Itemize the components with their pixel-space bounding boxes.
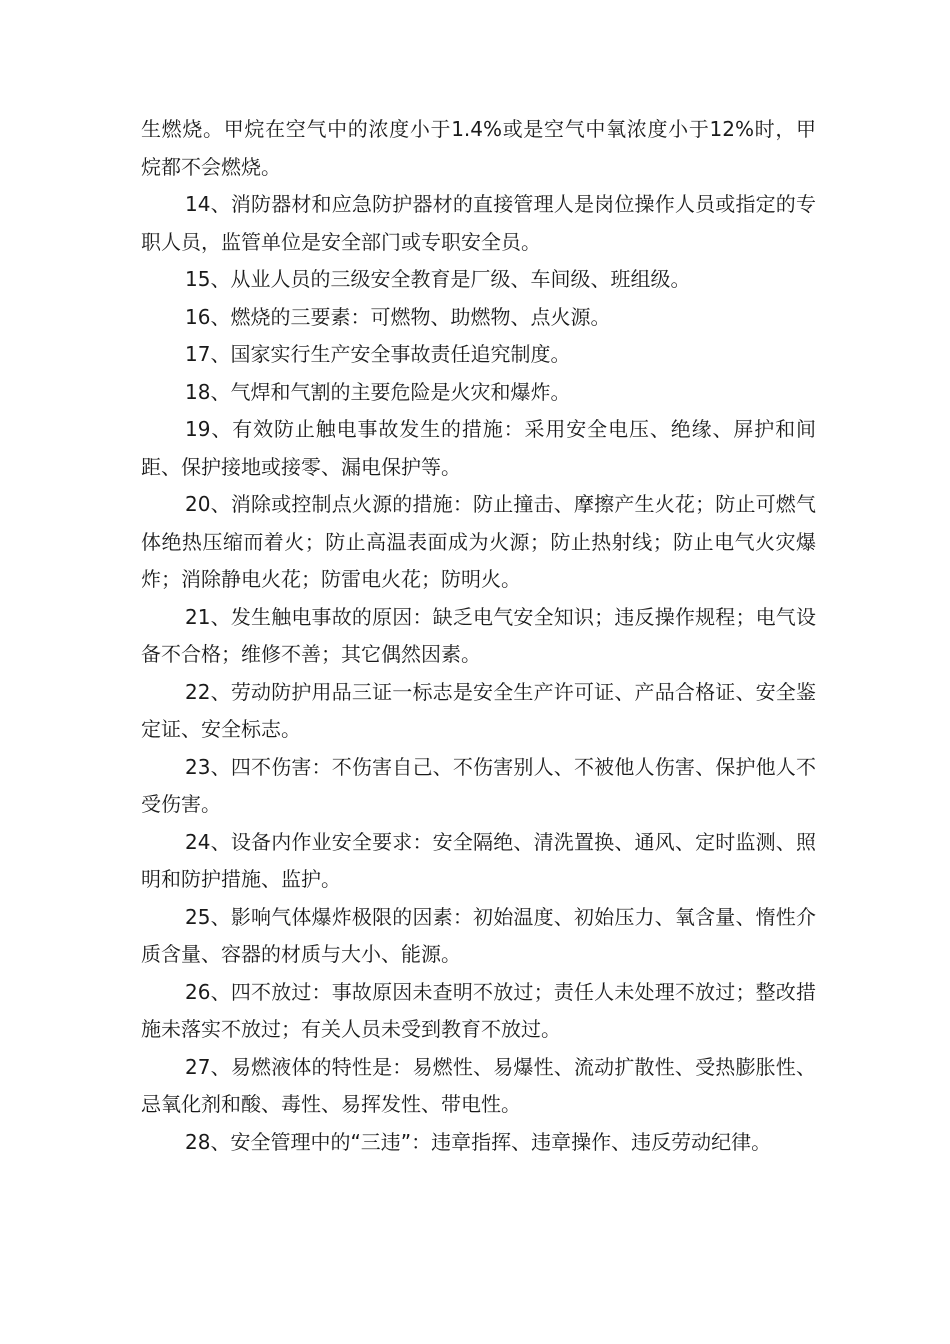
paragraph-item-26: 26、四不放过：事故原因未查明不放过；责任人未处理不放过；整改措施未落实不放过；有关人员未受到教育不放过。	[141, 979, 816, 1041]
paragraph-item-18: 18、气焊和气割的主要危险是火灾和爆炸。	[185, 379, 571, 404]
paragraph-item-20: 20、消除或控制点火源的措施：防止撞击、摩擦产生火花；防止可燃气体绝热压缩而着火；防止高温表面成为火源；防止热射线；防止电气火灾爆炸；消除静电火花；防雷电火花；防明火。	[141, 492, 816, 591]
paragraph-item-23: 23、四不伤害：不伤害自己、不伤害别人、不被他人伤害、保护他人不受伤害。	[141, 754, 816, 816]
paragraph-item-17: 17、国家实行生产安全事故责任追究制度。	[185, 342, 571, 366]
paragraph-item-24: 24、设备内作业安全要求：安全隔绝、清洗置换、通风、定时监测、照明和防护措施、监护。	[141, 829, 816, 891]
paragraph-item-22: 22、劳动防护用品三证一标志是安全生产许可证、产品合格证、安全鉴定证、安全标志。	[141, 679, 816, 741]
document-body	[141, 111, 816, 1161]
paragraph-item-27: 27、易燃液体的特性是：易燃性、易爆性、流动扩散性、受热膨胀性、忌氧化剂和酸、毒性、易挥发性、带电性。	[141, 1054, 816, 1116]
paragraph-item-28: 28、安全管理中的“三违”：违章指挥、违章操作、违反劳动纪律。	[185, 1129, 772, 1154]
paragraph-item-21: 21、发生触电事故的原因：缺乏电气安全知识；违反操作规程；电气设备不合格；维修不善；其它偶然因素。	[141, 604, 816, 666]
paragraph-item-16: 16、燃烧的三要素：可燃物、助燃物、点火源。	[185, 304, 611, 329]
paragraph-item-19: 19、有效防止触电事故发生的措施：采用安全电压、绝缘、屏护和间距、保护接地或接零、漏电保护等。	[141, 417, 816, 479]
paragraph-item-25: 25、影响气体爆炸极限的因素：初始温度、初始压力、氧含量、惰性介质含量、容器的材质与大小、能源。	[141, 904, 816, 966]
paragraph-item-14: 14、消防器材和应急防护器材的直接管理人是岗位操作人员或指定的专职人员，监管单位是安全部门或专职安全员。	[141, 192, 816, 254]
paragraph-item-15: 15、从业人员的三级安全教育是厂级、车间级、班组级。	[185, 267, 691, 291]
paragraph-continuation: 生燃烧。甲烷在空气中的浓度小于1.4%或是空气中氧浓度小于12%时，甲烷都不会燃烧。	[141, 117, 816, 179]
